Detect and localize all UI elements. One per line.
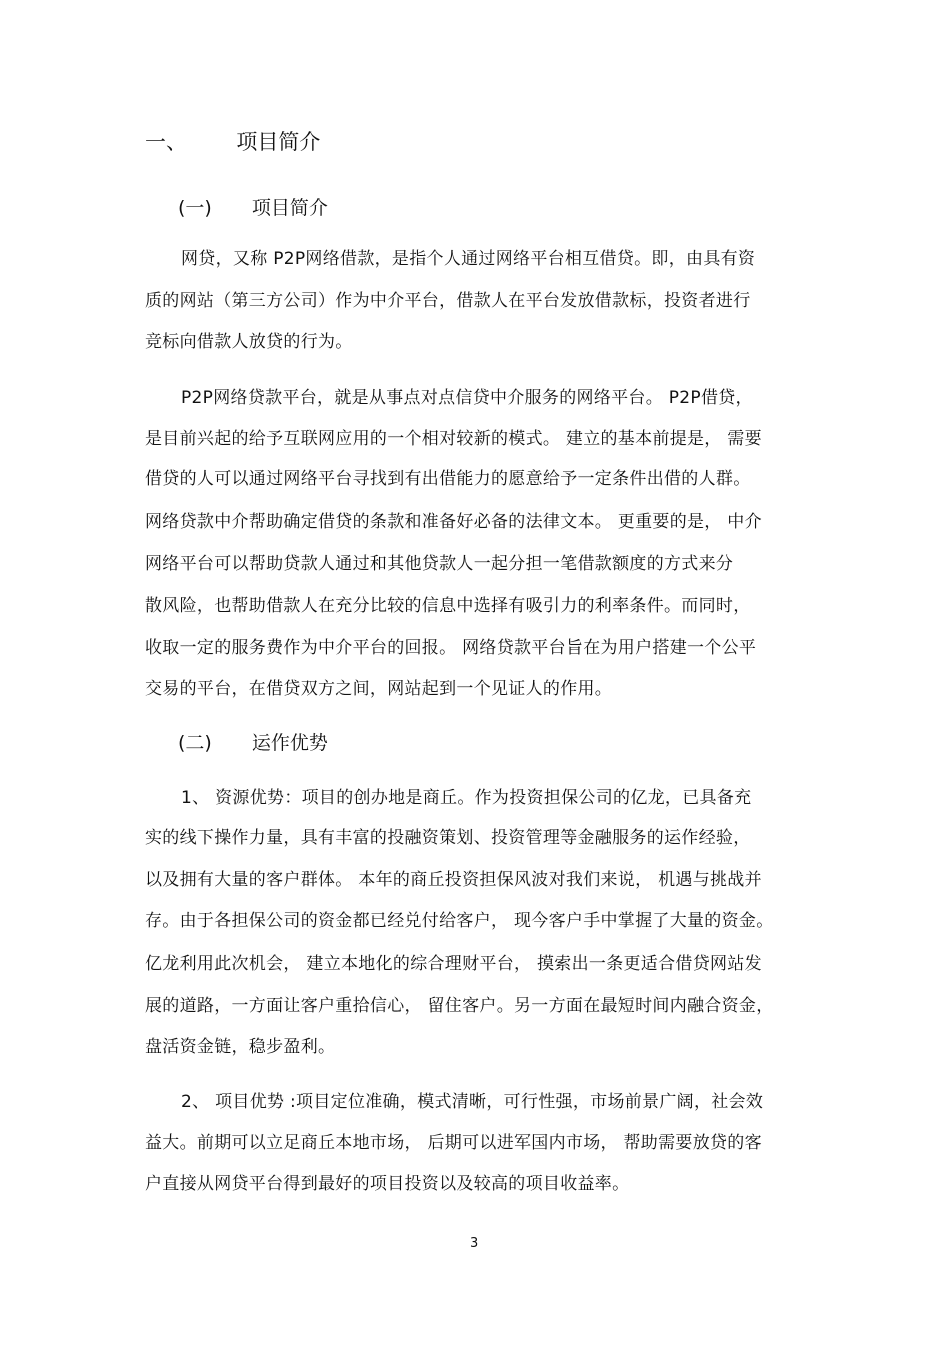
paragraph-line: 户直接从网贷平台得到最好的项目投资以及较高的项目收益率。 bbox=[145, 1174, 630, 1194]
paragraph-line: 网络贷款中介帮助确定借贷的条款和准备好必备的法律文本。 更重要的是， 中介 bbox=[145, 512, 762, 532]
paragraph-line: 竞标向借款人放贷的行为。 bbox=[145, 332, 353, 352]
paragraph-line: 质的网站（第三方公司）作为中介平台，借款人在平台发放借款标，投资者进行 bbox=[145, 291, 751, 311]
paragraph-line: 2、 项目优势 :项目定位准确，模式清晰，可行性强，市场前景广阔，社会效 bbox=[181, 1092, 764, 1112]
paragraph-line: 是目前兴起的给予互联网应用的一个相对较新的模式。 建立的基本前提是， 需要 bbox=[145, 429, 762, 449]
section-2-heading bbox=[178, 731, 328, 755]
paragraph-line: P2P网络贷款平台，就是从事点对点信贷中介服务的网络平台。 P2P借贷， bbox=[181, 388, 753, 408]
section-2-number: (二) bbox=[178, 732, 212, 754]
paragraph-line: 散风险，也帮助借款人在充分比较的信息中选择有吸引力的利率条件。而同时， bbox=[145, 596, 751, 616]
paragraph-line: 盘活资金链，稳步盈利。 bbox=[145, 1037, 336, 1057]
paragraph-line: 网络平台可以帮助贷款人通过和其他贷款人一起分担一笔借款额度的方式来分 bbox=[145, 554, 734, 574]
section-1-number: (一) bbox=[178, 197, 212, 219]
paragraph-line: 1、 资源优势：项目的创办地是商丘。作为投资担保公司的亿龙，已具备充 bbox=[181, 788, 752, 808]
section-1-heading bbox=[178, 196, 328, 220]
heading-1-title: 项目简介 bbox=[236, 130, 321, 154]
paragraph-line: 交易的平台，在借贷双方之间，网站起到一个见证人的作用。 bbox=[145, 679, 613, 699]
paragraph-line: 实的线下操作力量，具有丰富的投融资策划、投资管理等金融服务的运作经验， bbox=[145, 828, 751, 848]
heading-1-number: 一、 bbox=[145, 130, 187, 154]
paragraph-line: 亿龙利用此次机会， 建立本地化的综合理财平台， 摸索出一条更适合借贷网站发 bbox=[145, 954, 762, 974]
paragraph-line: 展的道路，一方面让客户重拾信心， 留住客户。另一方面在最短时间内融合资金， bbox=[145, 996, 774, 1016]
paragraph-line: 益大。前期可以立足商丘本地市场， 后期可以进军国内市场， 帮助需要放贷的客 bbox=[145, 1133, 762, 1153]
paragraph-line: 网贷，又称 P2P网络借款，是指个人通过网络平台相互借贷。即，由具有资 bbox=[181, 249, 756, 269]
paragraph-line: 以及拥有大量的客户群体。 本年的商丘投资担保风波对我们来说， 机遇与挑战并 bbox=[145, 870, 762, 890]
section-1-title: 项目简介 bbox=[251, 197, 328, 219]
heading-1 bbox=[145, 129, 320, 155]
page-number: 3 bbox=[470, 1236, 479, 1251]
paragraph-line: 借贷的人可以通过网络平台寻找到有出借能力的愿意给予一定条件出借的人群。 bbox=[145, 469, 751, 489]
section-2-title: 运作优势 bbox=[251, 732, 328, 754]
paragraph-line: 收取一定的服务费作为中介平台的回报。 网络贷款平台旨在为用户搭建一个公平 bbox=[145, 638, 757, 658]
paragraph-line: 存。由于各担保公司的资金都已经兑付给客户， 现今客户手中掌握了大量的资金。 bbox=[145, 911, 774, 931]
